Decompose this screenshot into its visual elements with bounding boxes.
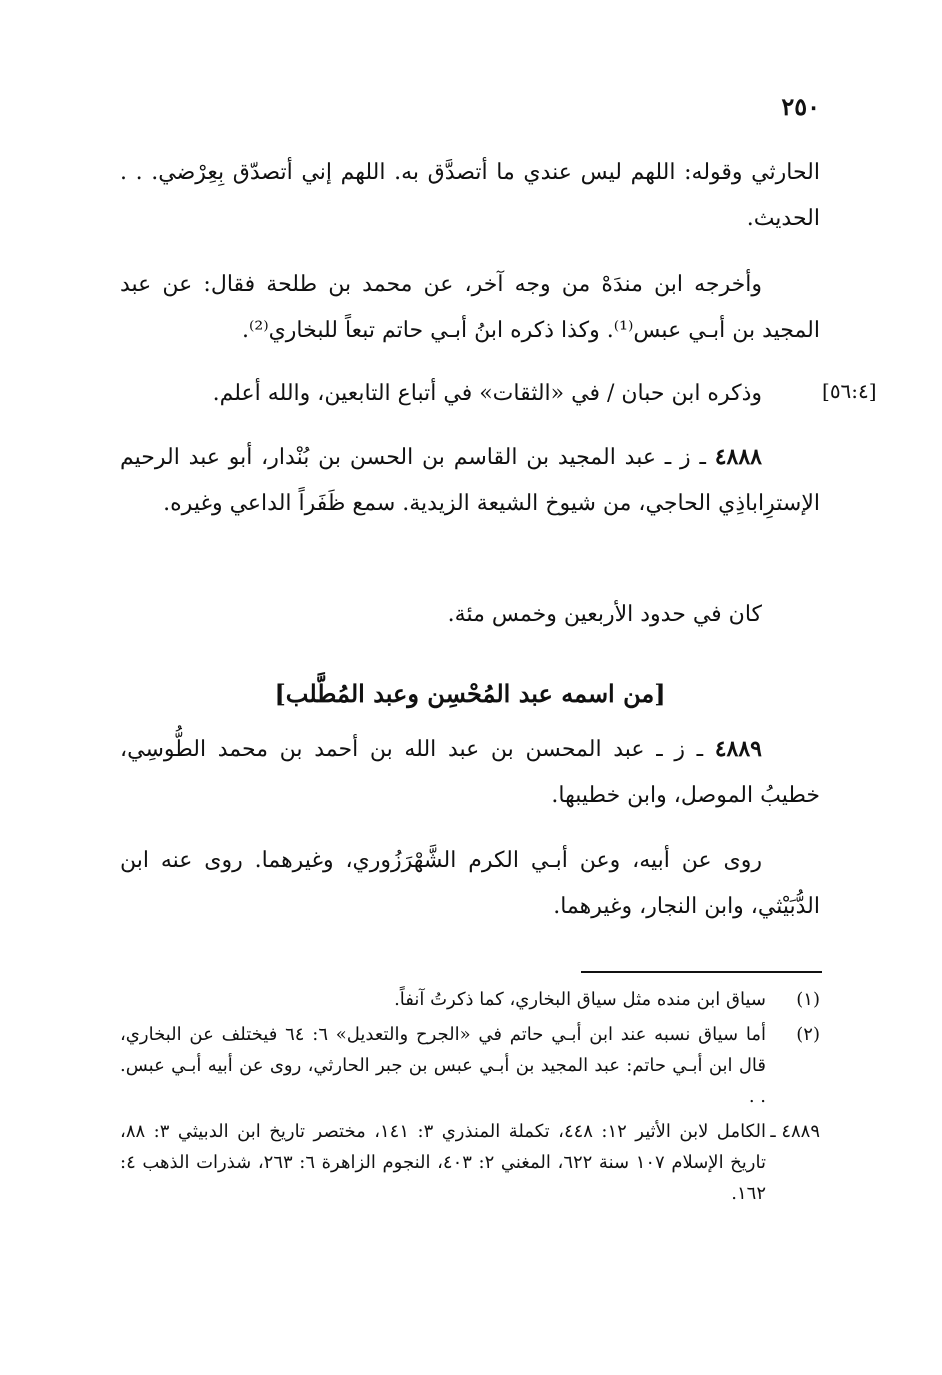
footnotes xyxy=(120,984,820,1213)
margin-reference: [٥٦:٤] xyxy=(822,379,877,403)
paragraph-date: كان في حدود الأربعين وخمس مئة. xyxy=(447,602,762,627)
footnote-text: سياق ابن منده مثل سياق البخاري، كما ذكرتُ آنفاً. xyxy=(394,989,766,1010)
footnote-1 xyxy=(120,984,820,1015)
footnote-divider xyxy=(581,971,822,973)
footnote-label: ٤٨٨٩ ـ xyxy=(770,1121,820,1142)
footnote-2 xyxy=(120,1019,820,1112)
footnote-sources-4889 xyxy=(120,1116,820,1209)
entry-text: ـ ز ـ عبد المحسن بن عبد الله بن أحمد بن محمد الطُّوسِي، خطيبُ الموصل، وابن خطيبها. xyxy=(120,737,820,808)
entry-4888 xyxy=(120,434,820,527)
section-heading: [من اسمه عبد المُحْسِن وعبد المُطَّلب] xyxy=(274,679,666,708)
paragraph-ibn-hibban: وذكره ابن حبان / في «الثقات» في أتباع التابعين، والله أعلم. xyxy=(212,381,762,406)
paragraph-narrators: روى عن أبيه، وعن أبـي الكرم الشَّهْرَزُوري، وغيرهما. روى عنه ابن الدُّبَيْثي، وابن النجار، وغيرهما. xyxy=(120,848,820,919)
entry-4889 xyxy=(120,726,820,819)
entry-number: ٤٨٨٨ xyxy=(714,444,762,470)
footnote-text: الكامل لابن الأثير ١٢: ٤٤٨، تكملة المنذري ٣: ١٤١، مختصر تاريخ ابن الدبيثي ٣: ٨٨، تاريخ الإسلام ١٠٧ سنة ٦٢٢، المغني ٢: ٤٠٣، النجوم الزاهرة ٦: ٢٦٣، شذرات الذهب ٤: ١٦٢. xyxy=(120,1121,766,1204)
paragraph-ibn-mandah: وأخرجه ابن مندَهْ من وجه آخر، عن محمد بن طلحة فقال: عن عبد المجيد بن أبـي عبس⁽¹⁾. وكذا ذكره ابنُ أبـي حاتم تبعاً للبخاري⁽²⁾. xyxy=(120,272,820,343)
footnote-text: أما سياق نسبه عند ابن أبـي حاتم في «الجرح والتعديل» ٦: ٦٤ فيختلف عن البخاري، قال ابن أبـي حاتم: عبد المجيد بن أبـي عبس بن جبر الحارثي، روى عن أبيه أبـي عبس. . . xyxy=(120,1024,766,1107)
paragraph-continuation: الحارثي وقوله: اللهم ليس عندي ما أتصدَّق به. اللهم إني أتصدّق بِعِرْضي. . . الحديث. xyxy=(120,160,820,231)
entry-number: ٤٨٨٩ xyxy=(714,736,762,762)
footnote-label: (٢) xyxy=(796,1024,820,1045)
footnote-label: (١) xyxy=(796,989,820,1010)
page-number: ٢٥٠ xyxy=(781,92,820,121)
entry-text: ـ ز ـ عبد المجيد بن القاسم بن الحسن بن بُنْدار، أبو عبد الرحيم الإسترِاباذِي الحاجي، من شيوخ الشيعة الزيدية. سمع ظَفَراً الداعي وغيره. xyxy=(120,445,820,516)
